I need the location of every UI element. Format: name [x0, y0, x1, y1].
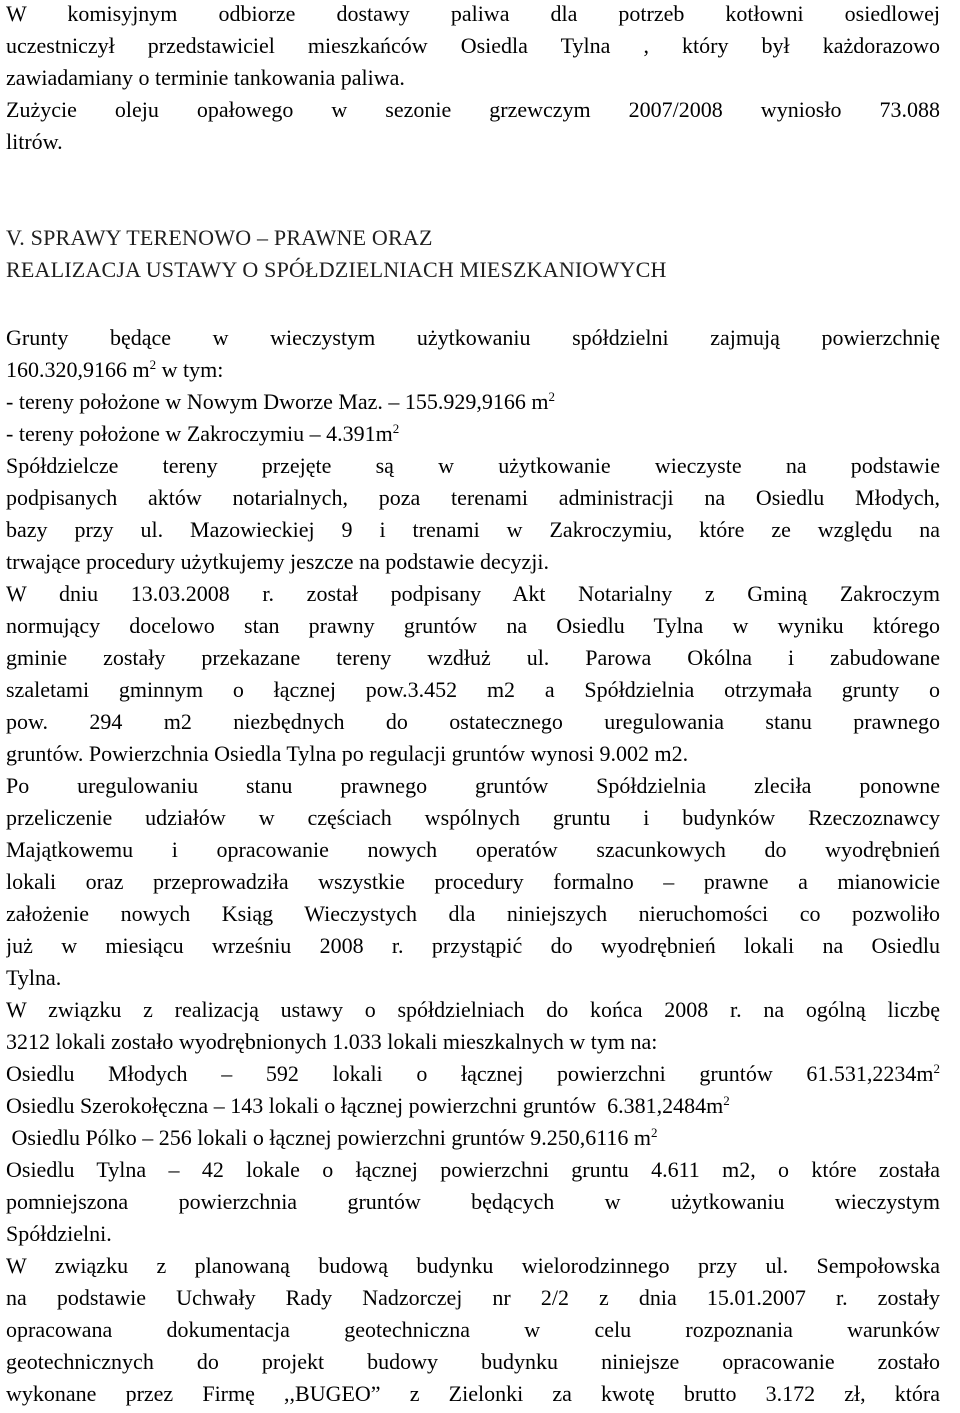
superscript: 2 [548, 389, 556, 404]
nowy-dwor-text: - tereny położone w Nowym Dworze Maz. – 155.929,9166 m [6, 389, 549, 414]
text-line: 3212 lokali zostało wyodrębnionych 1.033 lokali mieszkalnych w tym na: [6, 1029, 658, 1054]
text-line: przeliczenie udziałów w częściach wspólnych gruntu i budynków Rzeczoznawcy [6, 805, 940, 830]
text-line: uczestniczył przedstawiciel mieszkańców Osiedla Tylna , który był każdorazowo [6, 33, 940, 58]
text-line: bazy przy ul. Mazowieckiej 9 i trenami w Zakroczymiu, które ze względu na [6, 517, 940, 542]
estate-szerokoleczna-text: Osiedlu Szerokołęczna – 143 lokali o łącznej powierzchni gruntów 6.381,2484m [6, 1093, 724, 1118]
text-line: Po uregulowaniu stanu prawnego gruntów Spółdzielnia zleciła ponowne [6, 773, 940, 798]
text-line: Osiedlu Tylna – 42 lokale o łącznej powierzchni gruntu 4.611 m2, o które została [6, 1157, 940, 1182]
text-line: na podstawie Uchwały Rady Nadzorczej nr 2/2 z dnia 15.01.2007 r. zostały [6, 1285, 940, 1310]
estate-polko-text: Osiedlu Pólko – 256 lokali o łącznej powierzchni gruntów 9.250,6116 m [6, 1125, 652, 1150]
zakroczym-line [6, 420, 940, 448]
text-line: gruntów. Powierzchnia Osiedla Tylna po regulacji gruntów wynosi 9.002 m2. [6, 741, 689, 766]
text-line: opracowana dokumentacja geotechniczna w celu rozpoznania warunków [6, 1317, 940, 1342]
text-line: pomniejszona powierzchnia gruntów będących w użytkowaniu wieczystym [6, 1189, 940, 1214]
text-line: normujący docelowo stan prawny gruntów na Osiedlu Tylna w wyniku którego [6, 613, 940, 638]
text-line: zawiadamiany o terminie tankowania paliwa. [6, 65, 405, 90]
estate-mlodych-text: Osiedlu Młodych – 592 lokali o łącznej powierzchni gruntów 61.531,2234m [6, 1061, 934, 1086]
estate-mlodych-line [6, 1060, 940, 1088]
total-area-suffix: w tym: [156, 357, 224, 382]
text-line: szaletami gminnym o łącznej pow.3.452 m2 a Spółdzielnia otrzymała grunty o [6, 677, 940, 702]
text-line: Zużycie oleju opałowego w sezonie grzewczym 2007/2008 wyniosło 73.088 [6, 97, 940, 122]
total-area-value: 160.320,9166 m [6, 357, 150, 382]
section-heading-line1: V. SPRAWY TERENOWO – PRAWNE ORAZ [6, 225, 433, 250]
text-line: trwające procedury użytkujemy jeszcze na podstawie decyzji. [6, 549, 550, 574]
superscript: 2 [392, 421, 400, 436]
nowy-dwor-line [6, 388, 940, 416]
text-line: Spółdzielni. [6, 1221, 112, 1246]
section-heading-line2: REALIZACJA USTAWY O SPÓŁDZIELNIACH MIESZKANIOWYCH [6, 257, 667, 282]
superscript: 2 [723, 1093, 730, 1108]
text-line: W komisyjnym odbiorze dostawy paliwa dla potrzeb kotłowni osiedlowej [6, 1, 940, 26]
total-area-line [6, 356, 940, 384]
zakroczym-text: - tereny położone w Zakroczymiu – 4.391m [6, 421, 393, 446]
text-line: Grunty będące w wieczystym użytkowaniu spółdzielni zajmują powierzchnię [6, 325, 940, 350]
text-line: Tylna. [6, 965, 62, 990]
text-line: pow. 294 m2 niezbędnych do ostatecznego uregulowania stanu prawnego [6, 709, 940, 734]
text-line: geotechnicznych do projekt budowy budynku niniejsze opracowanie zostało [6, 1349, 940, 1374]
text-line: podpisanych aktów notarialnych, poza terenami administracji na Osiedlu Młodych, [6, 485, 940, 510]
text-line: założenie nowych Ksiąg Wieczystych dla niniejszych nieruchomości co pozwoliło [6, 901, 940, 926]
text-line: Majątkowemu i opracowanie nowych operatów szacunkowych do wyodrębnień [6, 837, 940, 862]
text-line: W dniu 13.03.2008 r. został podpisany Akt Notarialny z Gminą Zakroczym [6, 581, 940, 606]
text-line: wykonane przez Firmę ,,BUGEO” z Zielonki za kwotę brutto 3.172 zł, która [6, 1381, 940, 1406]
text-line: już w miesiącu wrześniu 2008 r. przystąpić do wyodrębnień lokali na Osiedlu [6, 933, 940, 958]
estate-polko-line [6, 1124, 940, 1152]
text-line: Spółdzielcze tereny przejęte są w użytkowanie wieczyste na podstawie [6, 453, 940, 478]
text-line: W związku z planowaną budową budynku wielorodzinnego przy ul. Sempołowska [6, 1253, 940, 1278]
superscript: 2 [933, 1061, 940, 1076]
text-line: litrów. [6, 129, 63, 154]
text-line: W związku z realizacją ustawy o spółdzielniach do końca 2008 r. na ogólną liczbę [6, 997, 940, 1022]
text-line: gminie zostały przekazane tereny wzdłuż ul. Parowa Okólna i zabudowane [6, 645, 940, 670]
estate-szerokoleczna-line [6, 1092, 940, 1120]
superscript: 2 [651, 1125, 658, 1140]
superscript: 2 [149, 357, 157, 372]
text-line: lokali oraz przeprowadziła wszystkie procedury formalno – prawne a mianowicie [6, 869, 940, 894]
